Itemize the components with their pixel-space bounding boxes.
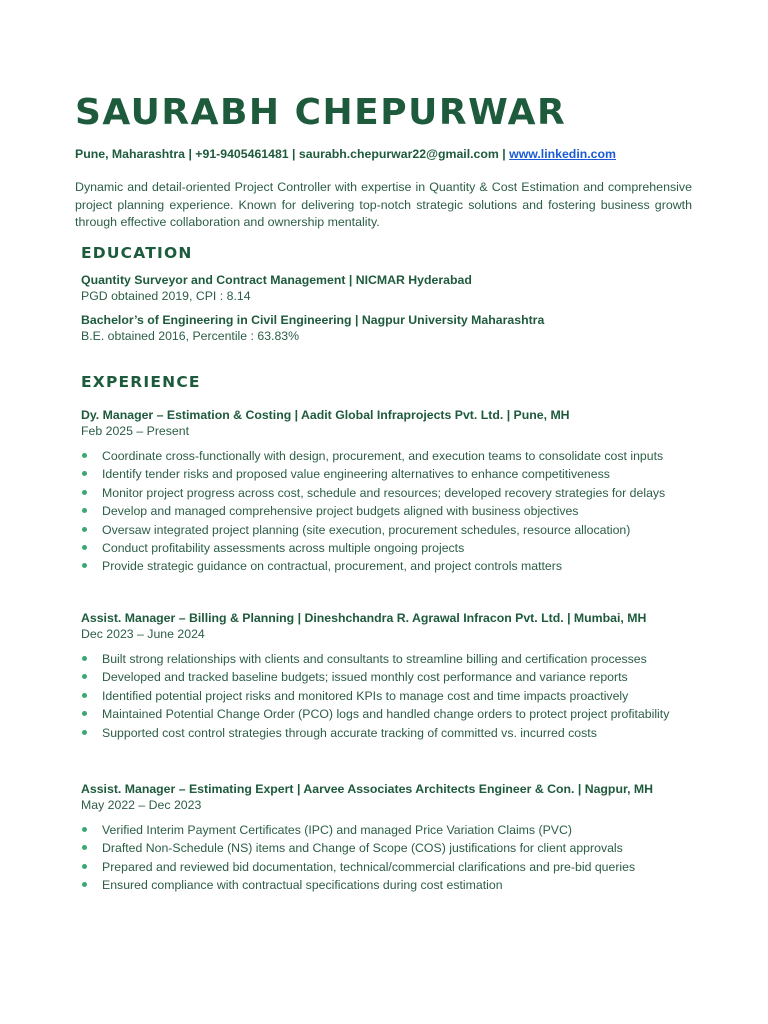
- bullet-icon: [82, 864, 87, 869]
- job-bullets-1: [81, 447, 687, 576]
- experience-heading: EXPERIENCE: [81, 373, 201, 391]
- job-dates-2: Dec 2023 – June 2024: [81, 627, 205, 641]
- list-item: Oversaw integrated project planning (site execution, procurement schedules, resource allocation): [81, 521, 687, 539]
- list-item: Developed and tracked baseline budgets; issued monthly cost performance and variance reports: [81, 668, 687, 686]
- candidate-name: SAURABH CHEPURWAR: [75, 92, 567, 133]
- bullet-icon: [82, 656, 87, 661]
- bullet-icon: [82, 545, 87, 550]
- job-dates-3: May 2022 – Dec 2023: [81, 798, 202, 812]
- list-item: Prepared and reviewed bid documentation, technical/commercial clarifications and pre-bid queries: [81, 858, 687, 876]
- list-item: Conduct profitability assessments across multiple ongoing projects: [81, 539, 687, 557]
- bullet-icon: [82, 490, 87, 495]
- bullet-icon: [82, 508, 87, 513]
- education-heading: EDUCATION: [81, 244, 193, 262]
- education-degree-1: Quantity Surveyor and Contract Management | NICMAR Hyderabad: [81, 273, 472, 287]
- linkedin-link[interactable]: www.linkedin.com: [509, 147, 616, 161]
- list-item: Supported cost control strategies through accurate tracking of committed vs. incurred costs: [81, 724, 687, 742]
- list-item: Develop and managed comprehensive project budgets aligned with business objectives: [81, 502, 687, 520]
- list-item: Ensured compliance with contractual specifications during cost estimation: [81, 876, 687, 894]
- list-item: Drafted Non-Schedule (NS) items and Change of Scope (COS) justifications for client approvals: [81, 839, 687, 857]
- job-dates-1: Feb 2025 – Present: [81, 424, 190, 438]
- job-title-1: Dy. Manager – Estimation & Costing | Aadit Global Infraprojects Pvt. Ltd. | Pune, MH: [81, 408, 570, 422]
- list-item: Coordinate cross-functionally with design, procurement, and execution teams to consolidate cost inputs: [81, 447, 687, 465]
- bullet-icon: [82, 471, 87, 476]
- bullet-icon: [82, 845, 87, 850]
- bullet-icon: [82, 711, 87, 716]
- bullet-icon: [82, 527, 87, 532]
- list-item: Provide strategic guidance on contractual, procurement, and project controls matters: [81, 557, 687, 575]
- list-item: Maintained Potential Change Order (PCO) logs and handled change orders to protect project profitability: [81, 705, 687, 723]
- bullet-icon: [82, 827, 87, 832]
- professional-summary: Dynamic and detail-oriented Project Controller with expertise in Quantity & Cost Estimation and comprehensive project planning experience. Known for delivering top-notch strategic solutions and fostering business growth through effective collaboration and ownership mentality.: [75, 180, 692, 230]
- bullet-icon: [82, 674, 87, 679]
- list-item: Identified potential project risks and monitored KPIs to manage cost and time impacts proactively: [81, 687, 687, 705]
- bullet-icon: [82, 563, 87, 568]
- list-item: Built strong relationships with clients and consultants to streamline billing and certification processes: [81, 650, 687, 668]
- education-degree-2: Bachelor’s of Engineering in Civil Engineering | Nagpur University Maharashtra: [81, 313, 545, 327]
- job-bullets-2: [81, 650, 687, 742]
- bullet-icon: [82, 882, 87, 887]
- education-detail-1: PGD obtained 2019, CPI : 8.14: [81, 289, 251, 303]
- job-title-3: Assist. Manager – Estimating Expert | Aarvee Associates Architects Engineer & Con. | Nagpur, MH: [81, 782, 654, 796]
- job-title-2: Assist. Manager – Billing & Planning | Dineshchandra R. Agrawal Infracon Pvt. Ltd. | Mumbai, MH: [81, 611, 647, 625]
- list-item: Identify tender risks and proposed value engineering alternatives to enhance competitiveness: [81, 465, 687, 483]
- contact-details: Pune, Maharashtra | +91-9405461481 | saurabh.chepurwar22@gmail.com |: [75, 147, 510, 161]
- bullet-icon: [82, 453, 87, 458]
- job-bullets-3: [81, 821, 687, 895]
- list-item: Monitor project progress across cost, schedule and resources; developed recovery strategies for delays: [81, 484, 687, 502]
- bullet-icon: [82, 693, 87, 698]
- bullet-icon: [82, 730, 87, 735]
- list-item: Verified Interim Payment Certificates (IPC) and managed Price Variation Claims (PVC): [81, 821, 687, 839]
- education-detail-2: B.E. obtained 2016, Percentile : 63.83%: [81, 329, 300, 343]
- contact-line: [75, 147, 616, 161]
